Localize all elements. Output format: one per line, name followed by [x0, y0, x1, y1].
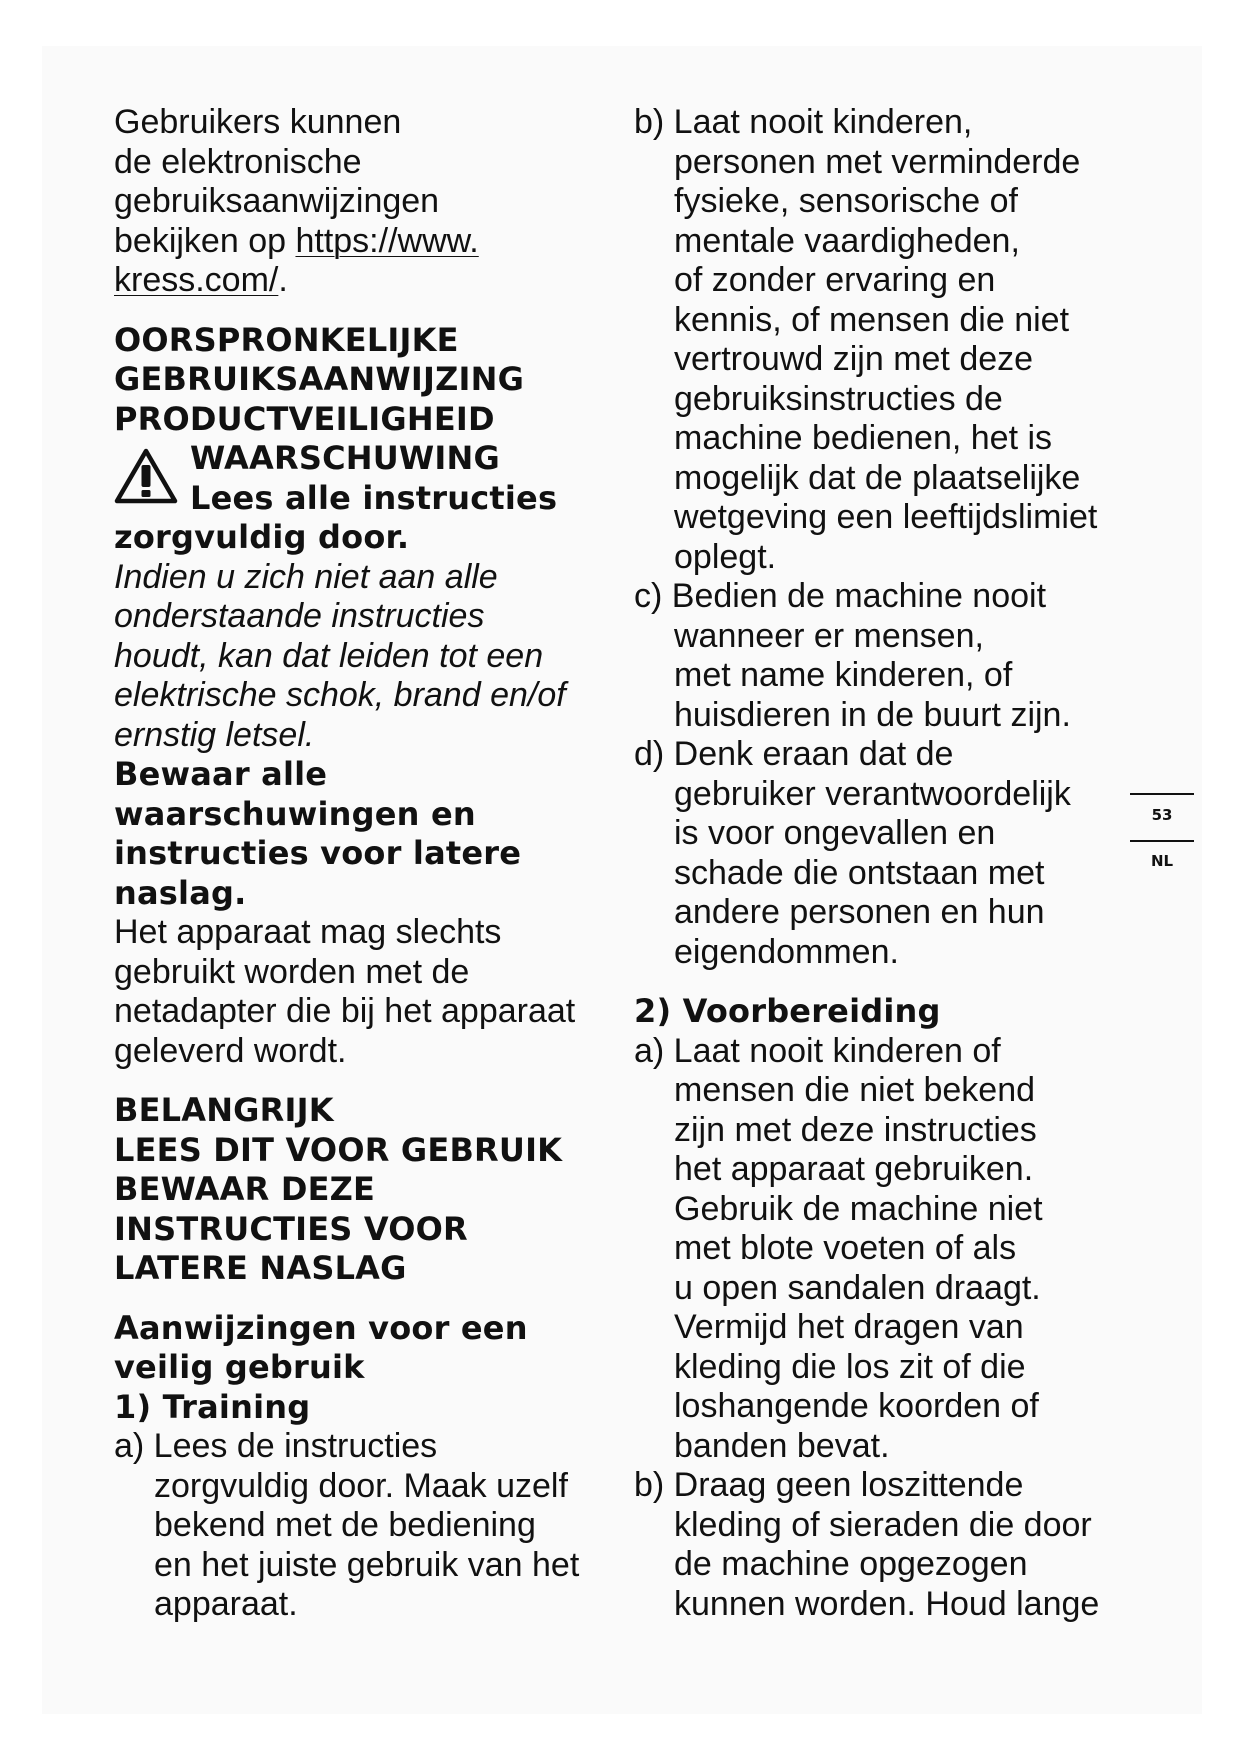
item-d-line: is voor ongevallen en	[674, 814, 996, 852]
item-b-line: b) Laat nooit kinderen,	[634, 103, 973, 141]
manual-link[interactable]: https://www.	[295, 221, 479, 260]
training-item-a: apparaat.	[154, 1585, 298, 1623]
warning-italic-line: Indien u zich niet aan alle	[114, 557, 498, 596]
prep-item-a-line: a) Laat nooit kinderen of	[634, 1031, 1001, 1070]
item-c-line: c) Bedien de machine nooit	[634, 577, 1047, 615]
warning-title: WAARSCHUWING	[190, 439, 500, 477]
prep-item-b-line: b) Draag geen loszittende	[634, 1466, 1024, 1504]
page-marker-rule-top	[1130, 793, 1194, 795]
safe-use-heading: Aanwijzingen voor een	[114, 1308, 528, 1347]
prep-item-a-line: met blote voeten of als	[674, 1229, 1017, 1267]
page-marker-rule-bottom	[1130, 840, 1194, 842]
intro-line-with-link	[114, 222, 634, 262]
language-code: NL	[1150, 852, 1174, 870]
prep-item-a-line: het apparaat gebruiken.	[674, 1150, 1034, 1188]
important-heading: INSTRUCTIES VOOR	[114, 1209, 468, 1248]
link-suffix: .	[278, 261, 288, 299]
prep-item-a-line: banden bevat.	[674, 1426, 890, 1465]
keep-instructions-line: waarschuwingen en	[114, 794, 476, 833]
item-b-line: mogelijk dat de plaatselijke	[674, 458, 1081, 497]
prep-item-a-line: Gebruik de machine niet	[674, 1189, 1043, 1228]
important-heading: BELANGRIJK	[114, 1091, 334, 1129]
prep-item-a-line: zijn met deze instructies	[674, 1110, 1037, 1149]
prep-item-a-line: loshangende koorden of	[674, 1387, 1039, 1425]
item-b-line: gebruiksinstructies de	[674, 379, 1003, 418]
item-b-line: of zonder ervaring en	[674, 261, 996, 299]
prep-item-a-line: mensen die niet bekend	[674, 1071, 1036, 1109]
item-b-line: oplegt.	[674, 537, 777, 576]
item-c-line: met name kinderen, of	[674, 656, 1013, 694]
warning-triangle-icon	[114, 447, 178, 505]
item-d-line: schade die ontstaan met	[674, 853, 1045, 892]
item-d-line: andere personen en hun	[674, 893, 1045, 931]
item-c-line: wanneer er mensen,	[674, 616, 984, 655]
adapter-line: geleverd wordt.	[114, 1031, 347, 1070]
heading-original: GEBRUIKSAANWIJZING	[114, 360, 525, 398]
safe-use-heading: veilig gebruik	[114, 1348, 365, 1386]
item-b-line: fysieke, sensorische of	[674, 182, 1018, 220]
left-column	[114, 103, 634, 1625]
intro-line-with-link	[114, 261, 634, 301]
warning-line: Lees alle instructies	[190, 478, 558, 517]
heading-original: PRODUCTVEILIGHEID	[114, 399, 495, 438]
intro-line: Gebruikers kunnen	[114, 103, 402, 141]
prep-item-a-line: Vermijd het dragen van	[674, 1308, 1024, 1346]
prep-item-a-line: kleding die los zit of die	[674, 1347, 1026, 1386]
item-b-line: kennis, of mensen die niet	[674, 300, 1070, 339]
prep-item-a-line: u open sandalen draagt.	[674, 1268, 1041, 1307]
intro-line: gebruiksaanwijzingen	[114, 182, 440, 220]
intro-line: de elektronische	[114, 142, 362, 181]
important-heading: LEES DIT VOOR GEBRUIK	[114, 1130, 563, 1169]
heading-original: OORSPRONKELIJKE	[114, 320, 459, 359]
warning-line: zorgvuldig door.	[114, 518, 410, 556]
warning-block	[114, 439, 634, 518]
prep-item-b-line: kleding of sieraden die door	[674, 1505, 1092, 1544]
keep-instructions-line: instructies voor latere	[114, 834, 522, 872]
training-heading: 1) Training	[114, 1387, 311, 1426]
intro-prefix: bekijken op	[114, 221, 296, 260]
adapter-line: Het apparaat mag slechts	[114, 913, 502, 951]
item-b-line: personen met verminderde	[674, 142, 1081, 181]
training-item-a: en het juiste gebruik van het	[154, 1545, 580, 1584]
adapter-line: netadapter die bij het apparaat	[114, 992, 576, 1030]
item-b-line: vertrouwd zijn met deze	[674, 340, 1034, 378]
preparation-heading: 2) Voorbereiding	[634, 992, 941, 1030]
warning-italic-line: elektrische schok, brand en/of	[114, 676, 566, 714]
item-b-line: wetgeving een leeftijdslimiet	[674, 498, 1098, 536]
keep-instructions-line: naslag.	[114, 873, 247, 912]
right-column	[634, 103, 1154, 1624]
item-d-line: d) Denk eraan dat de	[634, 735, 954, 773]
item-c-line: huisdieren in de buurt zijn.	[674, 695, 1071, 734]
training-item-a: zorgvuldig door. Maak uzelf	[154, 1466, 568, 1505]
adapter-line: gebruikt worden met de	[114, 952, 470, 991]
important-heading: BEWAAR DEZE	[114, 1170, 376, 1208]
prep-item-b-line: de machine opgezogen	[674, 1545, 1028, 1583]
prep-item-b-line: kunnen worden. Houd lange	[674, 1584, 1100, 1623]
warning-italic-line: ernstig letsel.	[114, 715, 315, 754]
warning-italic-line: houdt, kan dat leiden tot een	[114, 636, 544, 675]
item-b-line: mentale vaardigheden,	[674, 221, 1020, 260]
item-b-line: machine bedienen, het is	[674, 419, 1053, 457]
keep-instructions-line: Bewaar alle	[114, 755, 328, 793]
training-item-a: a) Lees de instructies	[114, 1427, 438, 1465]
warning-italic-line: onderstaande instructies	[114, 597, 485, 635]
important-heading: LATERE NASLAG	[114, 1249, 407, 1287]
page-number: 53	[1151, 806, 1173, 824]
manual-link-continued[interactable]: kress.com/	[114, 261, 279, 299]
item-d-line: gebruiker verantwoordelijk	[674, 774, 1071, 813]
training-item-a: bekend met de bediening	[154, 1506, 536, 1544]
item-d-line: eigendommen.	[674, 932, 899, 971]
